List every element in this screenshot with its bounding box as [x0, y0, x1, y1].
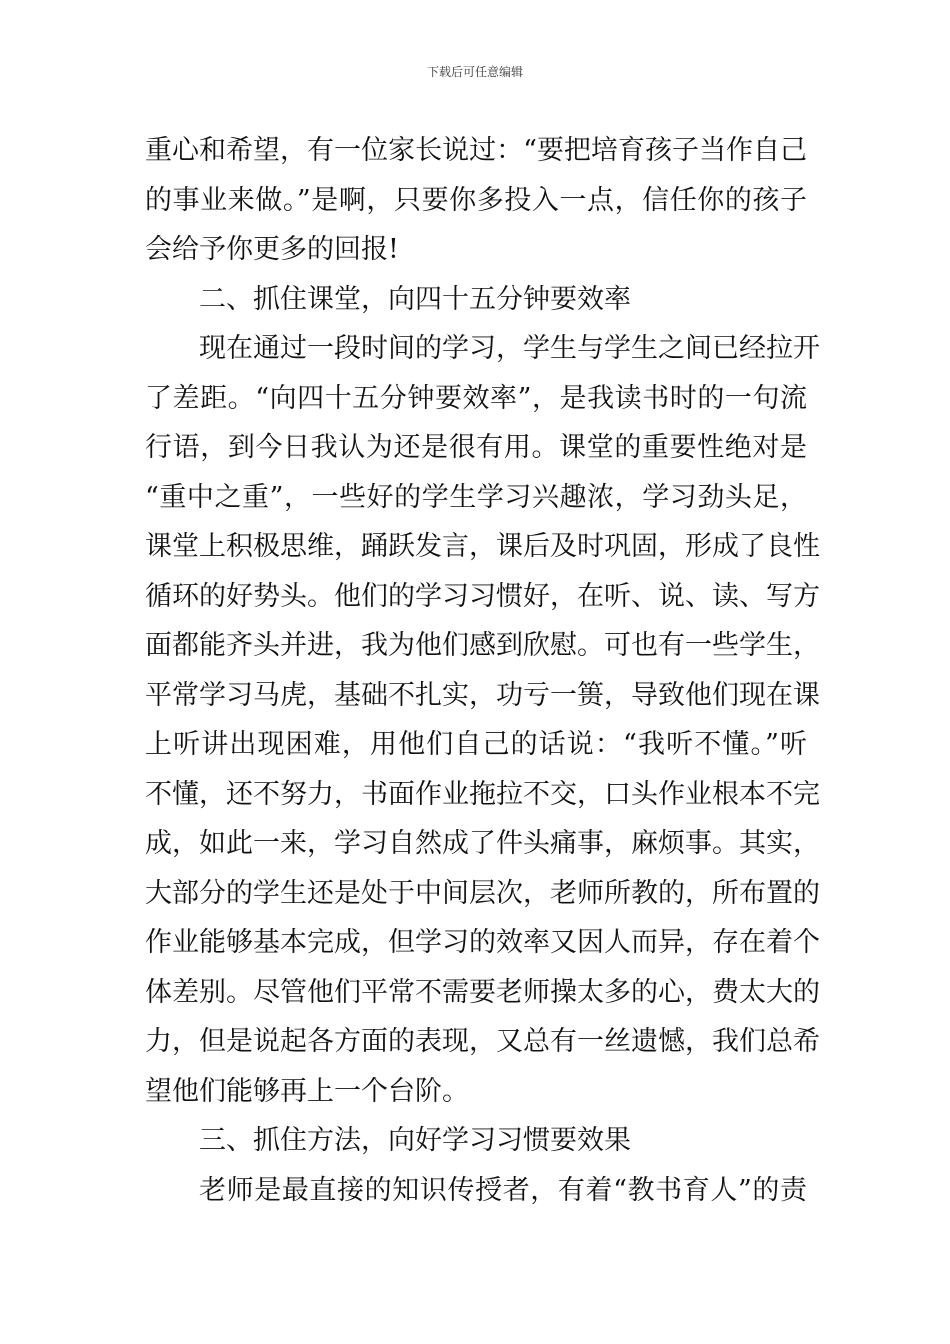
text-line: 行语，到今日我认为还是很有用。课堂的重要性绝对是 [145, 432, 807, 463]
text-line: 二、抓住课堂，向四十五分钟要效率 [199, 283, 631, 315]
text-line: 平常学习马虎，基础不扎实，功亏一篑，导致他们现在课 [145, 679, 820, 711]
text-line: 面都能齐头并进，我为他们感到欣慰。可也有一些学生， [145, 630, 820, 661]
text-line: 三、抓住方法，向好学习习惯要效果 [199, 1125, 631, 1156]
text-line: 体差别。尽管他们平常不需要老师操太多的心，费太大的 [145, 976, 820, 1008]
text-line: 作业能够基本完成，但学习的效率又因人而异，存在着个 [145, 927, 820, 958]
page-header: 下载后可任意编辑 [426, 65, 523, 79]
text-line: 上听讲出现困难，用他们自己的话说：“我听不懂。”听 [145, 729, 807, 760]
text-line: 会给予你更多的回报! [145, 234, 399, 265]
text-line: 望他们能够再上一个台阶。 [145, 1075, 469, 1107]
text-line: 成，如此一来，学习自然成了件头痛事，麻烦事。其实， [145, 828, 820, 859]
text-line: 老师是最直接的知识传授者，有着“教书育人”的责 [199, 1174, 807, 1206]
document-body [145, 126, 820, 1215]
text-line: “重中之重”，一些好的学生学习兴趣浓，学习劲头足， [145, 481, 807, 513]
text-line: 的事业来做。”是啊，只要你多投入一点，信任你的孩子 [145, 184, 807, 216]
text-line: 力，但是说起各方面的表现，又总有一丝遗憾，我们总希 [145, 1026, 820, 1057]
text-line: 课堂上积极思维，踊跃发言，课后及时巩固，形成了良性 [145, 531, 820, 562]
text-line: 现在通过一段时间的学习，学生与学生之间已经拉开 [199, 333, 820, 364]
text-line: 重心和希望，有一位家长说过：“要把培育孩子当作自己 [145, 135, 807, 166]
text-line: 大部分的学生还是处于中间层次，老师所教的，所布置的 [145, 877, 820, 909]
text-line: 了差距。“向四十五分钟要效率”，是我读书时的一句流 [145, 382, 807, 414]
text-line: 不懂，还不努力，书面作业拖拉不交，口头作业根本不完 [145, 778, 820, 810]
text-line: 循环的好势头。他们的学习习惯好，在听、说、读、写方 [145, 580, 820, 612]
